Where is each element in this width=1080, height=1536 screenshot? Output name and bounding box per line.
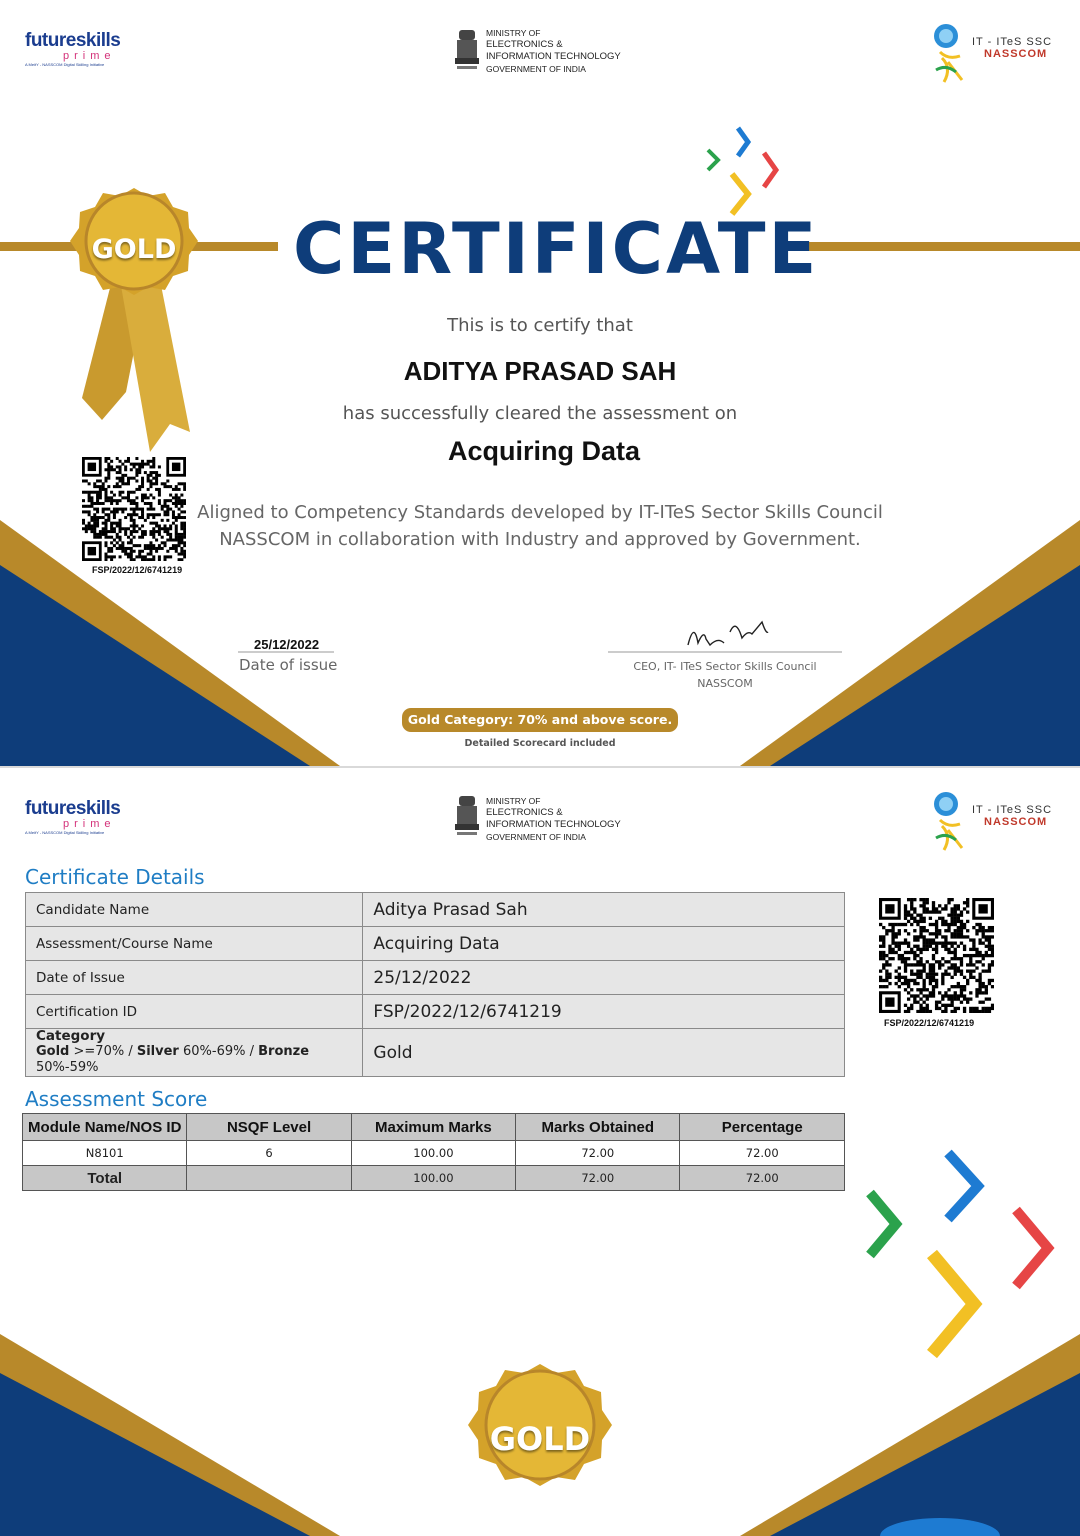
- aligned-statement: Aligned to Competency Standards developed by IT-ITeS Sector Skills Council NASSCOM in collaboration with Industry and approved by Government.: [197, 502, 883, 550]
- candidate-name: ADITYA PRASAD SAH: [403, 356, 677, 386]
- details-value: Aditya Prasad Sah: [363, 893, 845, 927]
- ssc-logo-text-2: IT - ITeS SSC NASSCOM: [972, 804, 1053, 828]
- certificate-details-heading: Certificate Details: [25, 865, 205, 889]
- details-row: [26, 961, 845, 995]
- col-percentage: Percentage: [680, 1114, 845, 1141]
- col-module: Module Name/NOS ID: [23, 1114, 187, 1141]
- score-total-row: Total 100.00 72.00 72.00: [23, 1166, 845, 1191]
- qr-code: [82, 457, 186, 561]
- scorecard-note: Detailed Scorecard included: [464, 738, 616, 749]
- details-row: [26, 893, 845, 927]
- col-obtained: Marks Obtained: [516, 1114, 680, 1141]
- cleared-text: has successfully cleared the assessment on: [342, 403, 738, 424]
- col-nsqf: NSQF Level: [187, 1114, 351, 1141]
- details-value: Acquiring Data: [363, 927, 845, 961]
- assessment-score-heading: Assessment Score: [25, 1087, 208, 1111]
- emblem-icon: [452, 28, 482, 74]
- qr-code-2: [879, 898, 994, 1013]
- details-row: [26, 995, 845, 1029]
- ssc-logo-text: IT - ITeS SSC NASSCOM: [972, 36, 1053, 60]
- ssc-figure-icon: [930, 790, 966, 852]
- details-value: 25/12/2022: [363, 961, 845, 995]
- futureskills-prime: prime: [63, 50, 116, 62]
- details-label: Candidate Name: [26, 893, 363, 927]
- gold-category-badge: Gold Category: 70% and above score.: [402, 708, 678, 732]
- futureskills-wordmark: futureskills: [25, 30, 121, 51]
- assessment-score-table: [22, 1113, 845, 1191]
- details-value: FSP/2022/12/6741219: [363, 995, 845, 1029]
- score-header-row: [23, 1114, 845, 1141]
- qr-caption: FSP/2022/12/6741219: [92, 565, 183, 575]
- issue-date-label: Date of issue: [239, 656, 338, 674]
- details-label: Date of Issue: [26, 961, 363, 995]
- gold-seal-label: GOLD: [91, 234, 177, 265]
- ministry-text: MINISTRY OF ELECTRONICS & INFORMATION TECHNOLOGY GOVERNMENT OF INDIA: [486, 28, 621, 74]
- scorecard-page: [0, 768, 1080, 1536]
- ministry-text-2: MINISTRY OF ELECTRONICS & INFORMATION TECHNOLOGY GOVERNMENT OF INDIA: [486, 796, 621, 842]
- course-name: Acquiring Data: [447, 436, 641, 466]
- emblem-icon: [452, 794, 482, 840]
- issue-date: 25/12/2022: [254, 637, 320, 652]
- details-row: [26, 927, 845, 961]
- futureskills-logo: [25, 30, 120, 67]
- details-label: Certification ID: [26, 995, 363, 1029]
- certificate-title: CERTIFICATE: [293, 208, 820, 290]
- details-label: Assessment/Course Name: [26, 927, 363, 961]
- category-ranges: Gold >=70% / Silver 60%-69% / Bronze 50%-59%: [36, 1044, 310, 1075]
- category-value: Gold: [363, 1029, 845, 1077]
- certificate-details-table: [25, 892, 845, 1077]
- category-label-cell: Category Gold >=70% / Silver 60%-69% / Bronze 50%-59%: [26, 1029, 363, 1077]
- details-row-category: [26, 1029, 845, 1077]
- certificate-page: [0, 0, 1080, 766]
- ssc-figure-icon: [930, 22, 966, 84]
- col-max: Maximum Marks: [351, 1114, 515, 1141]
- futureskills-logo-2: futureskills prime A MeitY - NASSCOM Digital Skilling Initiative: [25, 798, 121, 835]
- score-row: N8101 6 100.00 72.00 72.00: [23, 1141, 845, 1166]
- qr-caption-2: FSP/2022/12/6741219: [884, 1018, 975, 1028]
- certify-text: This is to certify that: [447, 315, 633, 336]
- gold-seal-label-2: GOLD: [489, 1420, 591, 1458]
- signatory-label: CEO, IT- ITeS Sector Skills Council NASSCOM: [633, 660, 817, 690]
- futureskills-tagline: A MeitY - NASSCOM Digital Skilling Initiative: [25, 62, 105, 67]
